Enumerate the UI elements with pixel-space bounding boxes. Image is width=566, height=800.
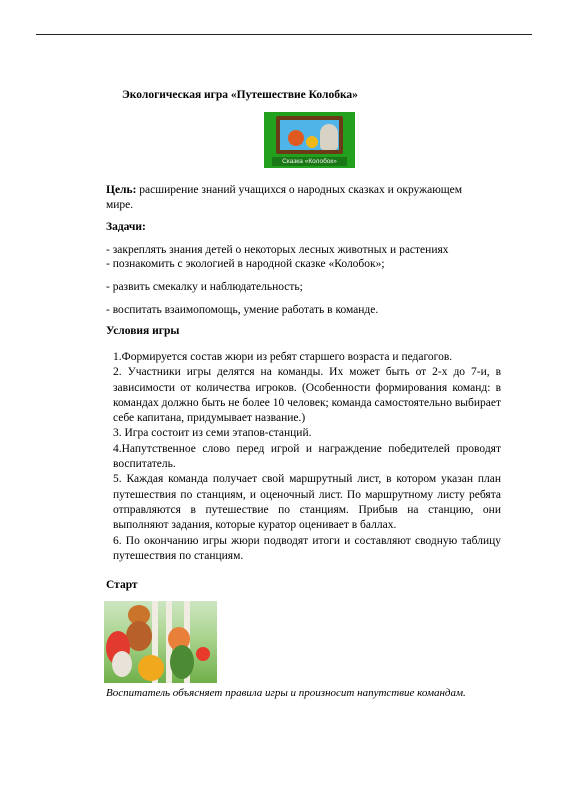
condition-item: 4.Напутственное слово перед игрой и награждение победителей проводят воспитатель. xyxy=(113,442,501,471)
conditions-heading: Условия игры xyxy=(106,325,180,337)
task-item: - познакомить с экологией в народной сказке «Колобок»; xyxy=(106,258,385,270)
tasks-heading: Задачи: xyxy=(106,221,146,233)
kolobok-icon xyxy=(306,136,318,148)
goal-text: расширение знаний учащихся о народных сказках и окружающем мире. xyxy=(106,184,463,211)
condition-item: 6. По окончанию игры жюри подводят итоги и составляют сводную таблицу путешествия по станциям. xyxy=(113,534,501,562)
hare-icon xyxy=(112,651,132,677)
conditions-list xyxy=(113,350,501,564)
goal-label: Цель: xyxy=(106,184,137,196)
goal-paragraph xyxy=(106,183,486,213)
condition-item: 5. Каждая команда получает свой маршрутный лист, в котором указан план путешествия по станциям, и оценочный лист. По маршрутному листу ребята отправляются в путешествие по станциям. Прибыв на станцию, они выполняют задания, которые куратор оценивает в баллах. xyxy=(113,473,501,532)
kolobok-icon xyxy=(138,655,164,681)
document-title: Экологическая игра «Путешествие Колобка» xyxy=(122,89,358,101)
start-caption: Воспитатель объясняет правила игры и произносит напутствие командам. xyxy=(106,687,466,699)
condition-item: 3. Игра состоит из семи этапов-станций. xyxy=(113,427,312,440)
figure1-caption: Сказка «Колобок» xyxy=(272,157,347,166)
condition-item: 1.Формируется состав жюри из ребят старшего возраста и педагогов. xyxy=(113,351,453,363)
task-item: - развить смекалку и наблюдательность; xyxy=(106,281,303,293)
task-item: - воспитать взаимопомощь, умение работать в команде. xyxy=(106,304,379,316)
condition-item: 2. Участники игры делятся на команды. Их может быть от 2-х до 7-и, в зависимости от количества игроков. (Особенности формирования команд: в командах должно быть не более 10 человек; команда самостоятельно выбирает себе капитана, придумывает название.) xyxy=(113,366,501,425)
flower-icon xyxy=(288,130,304,146)
start-heading: Старт xyxy=(106,579,138,591)
fairy-tale-characters-icon xyxy=(104,601,217,683)
kolobok-illustration-icon xyxy=(264,112,355,168)
grandmother-icon xyxy=(320,124,338,150)
task-item: - закреплять знания детей о некоторых лесных животных и растениях xyxy=(106,244,449,256)
top-rule xyxy=(36,34,532,35)
window-frame xyxy=(276,116,343,154)
